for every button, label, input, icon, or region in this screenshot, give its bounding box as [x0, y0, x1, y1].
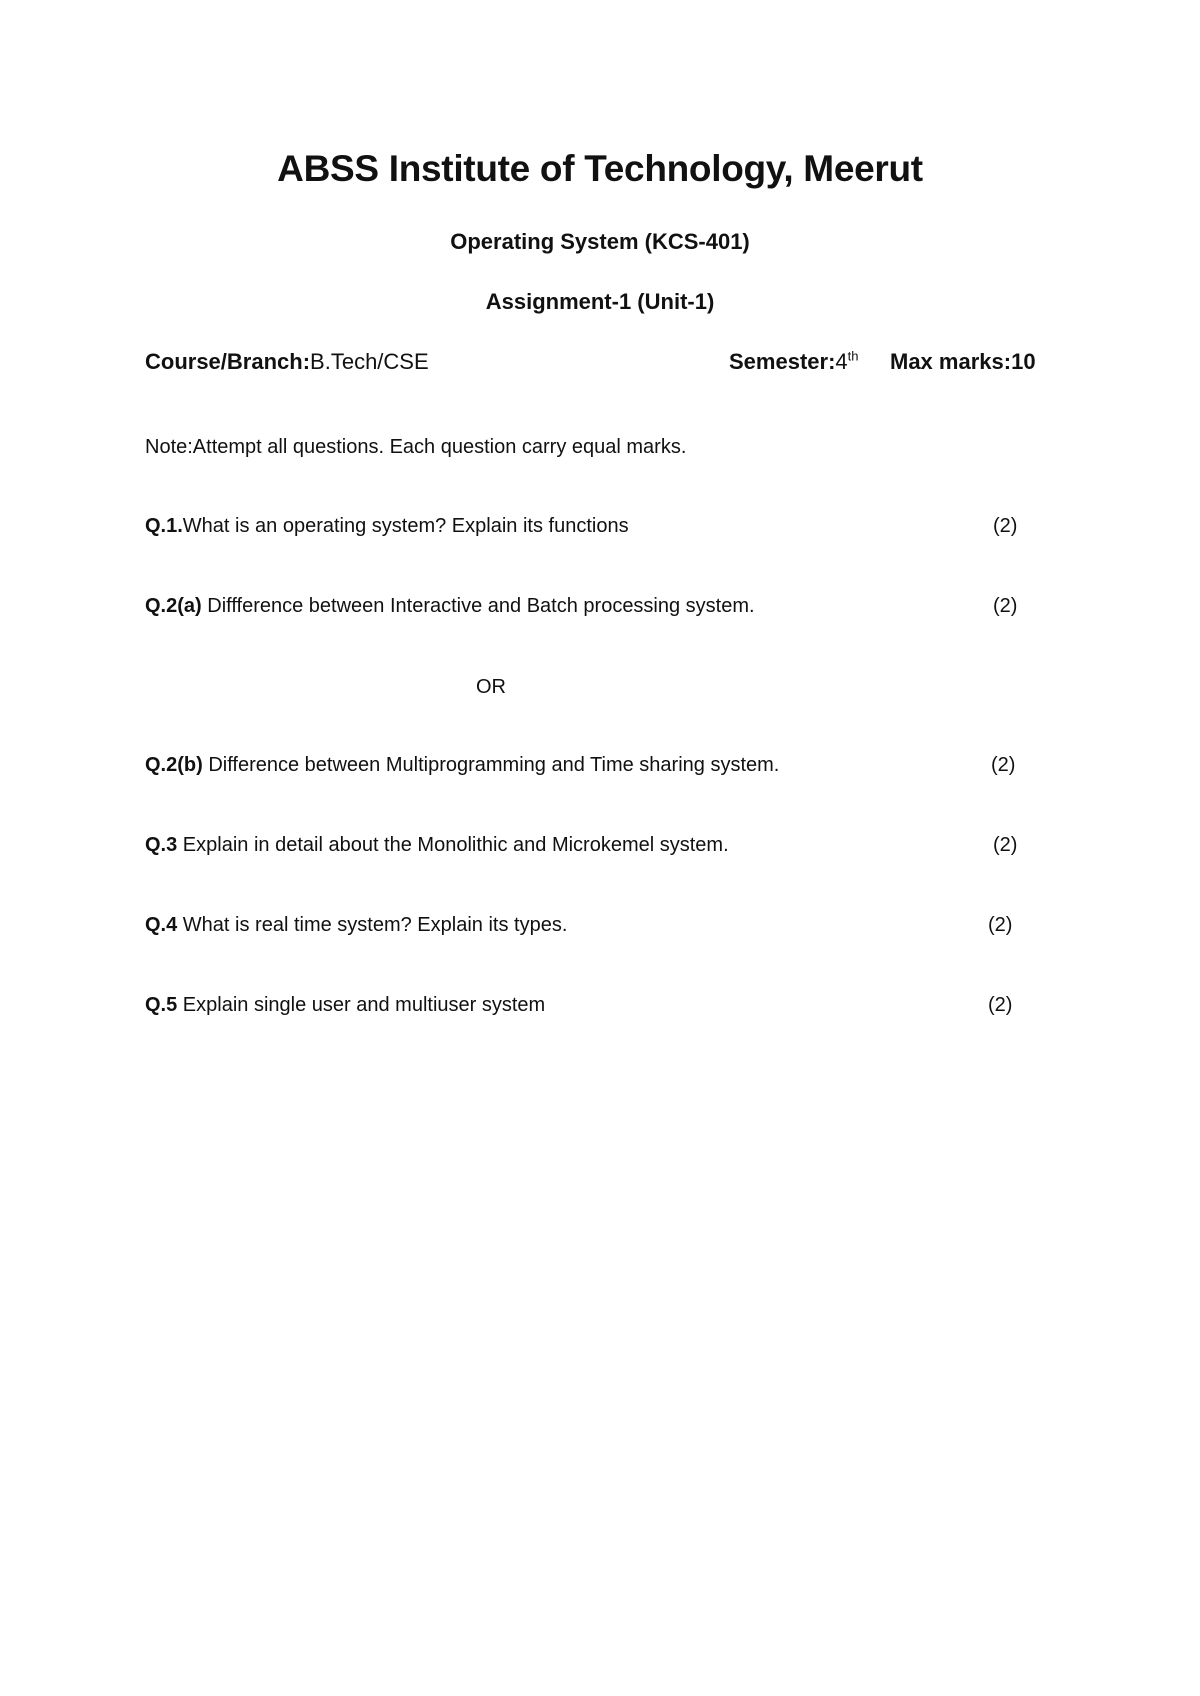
semester-label: Semester: [729, 349, 836, 374]
question-1 [145, 515, 629, 538]
question-number: Q.4 [145, 914, 178, 936]
question-text: Explain in detail about the Monolithic and Microkemel system. [177, 834, 729, 856]
max-marks-value: 10 [1011, 349, 1036, 374]
question-2a [145, 595, 755, 618]
or-separator: OR [476, 676, 506, 698]
question-text: What is real time system? Explain its types. [177, 914, 568, 936]
question-marks: (2) [993, 595, 1018, 617]
question-3 [145, 834, 729, 857]
question-number: Q.2(b) [145, 754, 203, 776]
question-marks: (2) [988, 994, 1013, 1016]
question-marks: (2) [988, 914, 1013, 936]
question-marks: (2) [993, 515, 1018, 537]
max-marks-label: Max marks: [890, 349, 1012, 374]
semester-suffix: th [847, 348, 859, 364]
subject-heading: Operating System (KCS-401) [450, 229, 750, 254]
question-number: Q.5 [145, 994, 178, 1016]
question-2b [145, 754, 779, 777]
question-number: Q.3 [145, 834, 178, 856]
question-5 [145, 994, 545, 1017]
course-branch [145, 349, 429, 375]
question-number: Q.2(a) [145, 595, 202, 617]
question-text: Difference between Multiprogramming and Time sharing system. [202, 754, 780, 776]
question-number: Q.1. [145, 515, 183, 537]
question-marks: (2) [993, 834, 1018, 856]
assignment-heading: Assignment-1 (Unit-1) [485, 289, 715, 314]
max-marks [890, 349, 1036, 375]
question-text: Explain single user and multiuser system [177, 994, 546, 1016]
question-marks: (2) [991, 754, 1016, 776]
semester [729, 349, 858, 375]
course-value: B.Tech/CSE [310, 349, 429, 374]
question-text: Diffference between Interactive and Batch processing system. [201, 595, 755, 617]
question-4 [145, 914, 567, 937]
institute-title: ABSS Institute of Technology, Meerut [277, 148, 923, 189]
question-text: What is an operating system? Explain its functions [182, 515, 629, 537]
course-label: Course/Branch: [145, 349, 311, 374]
semester-value: 4 [835, 349, 848, 374]
note-text: Note:Attempt all questions. Each question carry equal marks. [145, 436, 687, 458]
